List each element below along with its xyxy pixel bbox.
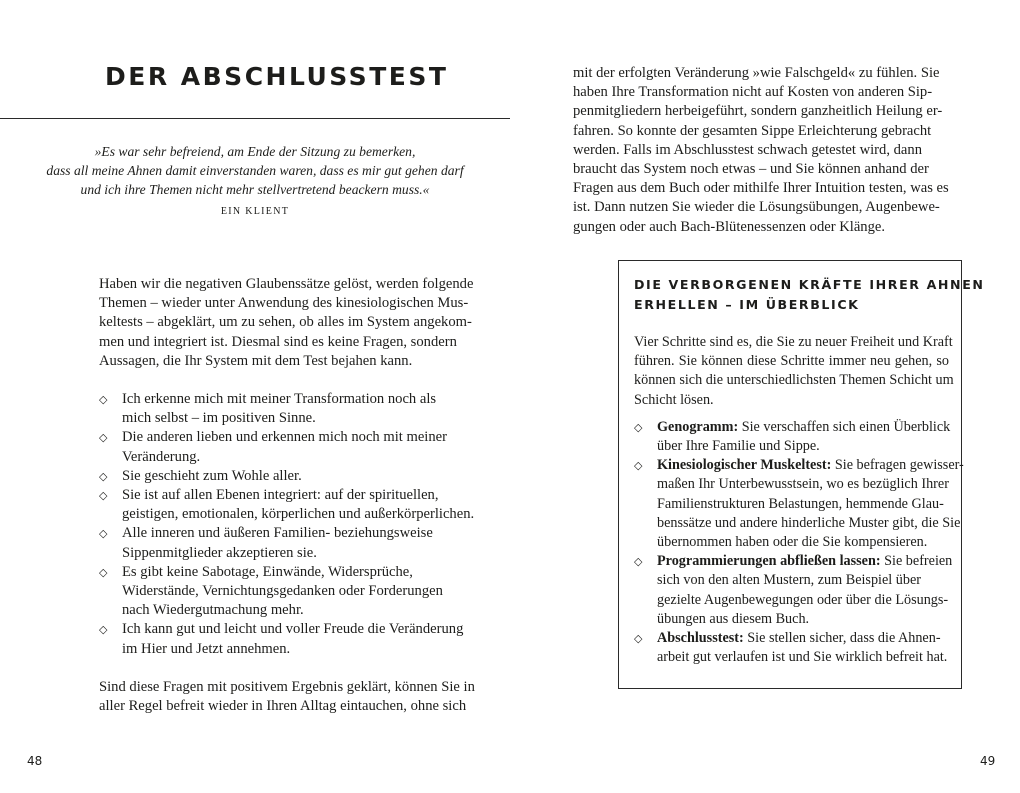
text-line: Schicht lösen. bbox=[634, 391, 714, 408]
step-term: Abschlusstest: bbox=[657, 630, 744, 647]
left-body-text bbox=[99, 275, 475, 716]
list-item bbox=[634, 629, 949, 667]
list-item bbox=[99, 390, 449, 428]
text-line: gezielte Augenbewegungen oder über die Lösungs- bbox=[657, 591, 949, 608]
text-line: keltests – abgeklärt, um zu sehen, ob alles im System angekom- bbox=[99, 314, 472, 331]
text-line: Vier Schritte sind es, die Sie zu neuer Freiheit und Kraft bbox=[634, 334, 953, 350]
text-line: geistigen, emotionalen, körperlichen und außerkörperlichen. bbox=[122, 506, 475, 523]
page-number-right: 49 bbox=[980, 754, 996, 768]
box-title bbox=[634, 275, 985, 314]
list-item bbox=[99, 524, 449, 562]
text-line: übungen aus diesem Buch. bbox=[657, 610, 810, 627]
text-line: Sie befreien bbox=[880, 553, 953, 570]
quote-line: dass all meine Ahnen damit einverstanden waren, dass es mir gut gehen darf bbox=[46, 163, 464, 178]
text-line: mich selbst – im positiven Sinne. bbox=[122, 410, 316, 427]
text-line: Alle inneren und äußeren Familien- beziehungsweise bbox=[122, 525, 433, 542]
diamond-bullet-icon: ◇ bbox=[99, 431, 108, 445]
text-line: Widerstände, Vernichtungsgedanken oder Forderungen bbox=[122, 583, 443, 600]
page-number-left: 48 bbox=[27, 754, 43, 768]
text-line: werden. Falls im Abschlusstest schwach getestet wird, dann bbox=[573, 141, 922, 158]
list-item bbox=[634, 456, 964, 552]
text-line: Es gibt keine Sabotage, Einwände, Widersprüche, bbox=[122, 563, 413, 580]
text-line: Sind diese Fragen mit positivem Ergebnis geklärt, können Sie in bbox=[99, 678, 475, 695]
text-line: Veränderung. bbox=[122, 448, 201, 465]
text-line: Sie verschaffen sich einen Überblick bbox=[738, 418, 951, 435]
epigraph-quote bbox=[40, 142, 470, 221]
list-item bbox=[99, 620, 464, 658]
text-line: Sie stellen sicher, dass die Ahnen- bbox=[743, 630, 941, 647]
box-intro bbox=[634, 333, 954, 410]
text-line: arbeit gut verlaufen ist und Sie wirklich befreit hat. bbox=[657, 649, 948, 666]
text-line: Familienstrukturen Belastungen, hemmende Glau- bbox=[657, 495, 944, 512]
closing-paragraph bbox=[99, 678, 475, 716]
text-line: Sie befragen gewisser- bbox=[831, 457, 964, 474]
text-line: haben Ihre Transformation nicht auf Kosten von anderen Sip- bbox=[573, 84, 933, 101]
text-line: Sie ist auf allen Ebenen integriert: auf der spirituellen, bbox=[122, 487, 439, 504]
quote-attribution: EIN KLIENT bbox=[220, 206, 290, 217]
text-line: Fragen aus dem Buch oder mithilfe Ihrer Intuition testen, was es bbox=[573, 180, 949, 197]
box-body bbox=[634, 333, 964, 667]
statement-list bbox=[99, 390, 475, 659]
step-term: Programmierungen abfließen lassen: bbox=[657, 553, 881, 570]
text-line: aller Regel befreit wieder in Ihren Alltag eintauchen, ohne sich bbox=[99, 698, 467, 715]
list-item bbox=[634, 552, 953, 629]
list-item bbox=[634, 418, 949, 456]
text-line: Haben wir die negativen Glaubenssätze gelöst, werden folgende bbox=[99, 276, 474, 292]
text-line: maßen Ihr Unterbewusstsein, wo es bezüglich Ihrer bbox=[657, 476, 949, 493]
diamond-bullet-icon: ◇ bbox=[99, 393, 108, 407]
text-line: im Hier und Jetzt annehmen. bbox=[122, 640, 291, 657]
box-title-line: ERHELLEN – IM ÜBERBLICK bbox=[634, 296, 860, 312]
intro-paragraph bbox=[99, 275, 474, 371]
quote-line: und ich ihre Themen nicht mehr stellvertretend beackern muss.« bbox=[80, 182, 430, 197]
diamond-bullet-icon: ◇ bbox=[99, 527, 108, 541]
quote-line: »Es war sehr befreiend, am Ende der Sitzung zu bemerken, bbox=[94, 144, 416, 159]
diamond-bullet-icon: ◇ bbox=[634, 459, 643, 473]
right-body-text bbox=[573, 64, 949, 237]
text-line: fahren. So konnte der gesamten Sippe Erleichterung gebracht bbox=[573, 122, 932, 139]
text-line: ist. Dann nutzen Sie wieder die Lösungsübungen, Augenbewe- bbox=[573, 199, 940, 216]
text-line: mit der erfolgten Veränderung »wie Falschgeld« zu fühlen. Sie bbox=[573, 65, 940, 81]
list-item bbox=[99, 486, 475, 524]
heading-rule bbox=[0, 118, 510, 119]
diamond-bullet-icon: ◇ bbox=[99, 489, 108, 503]
text-line: gungen oder auch Bach-Blütenessenzen oder Klänge. bbox=[573, 218, 886, 235]
text-line: men und integriert ist. Diesmal sind es keine Fragen, sondern bbox=[99, 333, 457, 350]
diamond-bullet-icon: ◇ bbox=[99, 623, 108, 637]
text-line: penmitgliedern herbeigeführt, sondern ganzheitlich Heilung er- bbox=[573, 103, 943, 120]
step-term: Kinesiologischer Muskeltest: bbox=[657, 457, 832, 474]
diamond-bullet-icon: ◇ bbox=[99, 565, 108, 579]
text-line: nach Wiedergutmachung mehr. bbox=[122, 602, 304, 619]
text-line: Aussagen, die Ihr System mit dem Test bejahen kann. bbox=[99, 352, 413, 369]
text-line: Sie geschieht zum Wohle aller. bbox=[122, 467, 302, 484]
text-line: Themen – wieder unter Anwendung des kinesiologischen Mus- bbox=[99, 295, 469, 312]
text-line: führen. Sie können diese Schritte immer neu gehen, so bbox=[634, 353, 949, 370]
steps-list bbox=[634, 418, 964, 668]
text-line: Sippenmitglieder akzeptieren sie. bbox=[122, 544, 317, 561]
text-line: braucht das System noch etwas – und Sie können anhand der bbox=[573, 161, 929, 178]
text-line: können sich die unterschiedlichsten Themen Schicht um bbox=[634, 372, 954, 389]
box-title-line: DIE VERBORGENEN KRÄFTE IHRER AHNEN bbox=[634, 277, 985, 292]
text-line: über Ihre Familie und Sippe. bbox=[657, 438, 820, 455]
list-item bbox=[99, 563, 449, 621]
text-line: Ich kann gut und leicht und voller Freude die Veränderung bbox=[122, 621, 464, 638]
list-item bbox=[99, 428, 449, 466]
text-line: Die anderen lieben und erkennen mich noch mit meiner bbox=[122, 429, 447, 446]
diamond-bullet-icon: ◇ bbox=[634, 632, 643, 646]
list-item bbox=[99, 467, 449, 486]
text-line: benssätze und andere hinderliche Muster gibt, die Sie bbox=[657, 514, 961, 531]
diamond-bullet-icon: ◇ bbox=[634, 555, 643, 569]
chapter-heading: DER ABSCHLUSSTEST bbox=[105, 62, 449, 91]
diamond-bullet-icon: ◇ bbox=[634, 420, 643, 434]
step-term: Genogramm: bbox=[657, 418, 739, 435]
text-line: übernommen haben oder die Sie kompensieren. bbox=[657, 534, 928, 551]
overview-box bbox=[618, 260, 985, 689]
text-line: sich von den alten Mustern, zum Beispiel über bbox=[657, 572, 921, 589]
diamond-bullet-icon: ◇ bbox=[99, 469, 108, 483]
text-line: Ich erkenne mich mit meiner Transformation noch als bbox=[122, 391, 437, 408]
